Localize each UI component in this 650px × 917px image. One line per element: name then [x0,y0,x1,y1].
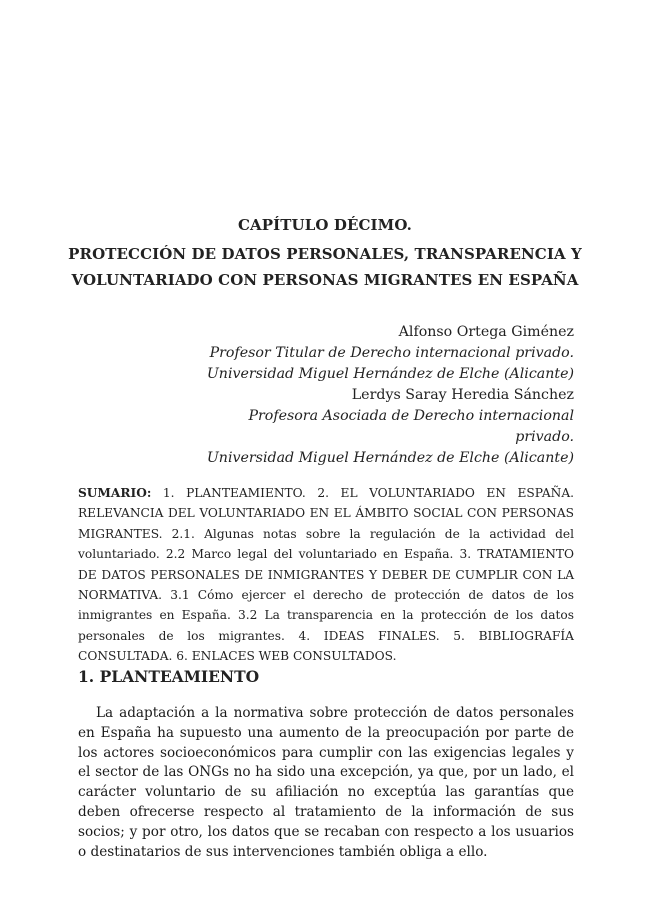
chapter-title: PROTECCIÓN DE DATOS PERSONALES, TRANSPARENCIA Y VOLUNTARIADO CON PERSONAS MIGRANTES EN ESPAÑA [68,245,582,289]
author-block [200,385,574,469]
summary-text: 1. PLANTEAMIENTO. 2. EL VOLUNTARIADO EN ESPAÑA. RELEVANCIA DEL VOLUNTARIADO EN EL ÁMBITO SOCIAL CON PERSONAS MIGRANTES. 2.1. Algunas notas sobre la regulación de la actividad del voluntariado. 2.2 Marco legal del voluntariado en España. 3. TRATAMIENTO DE DATOS PERSONALES DE INMIGRANTES Y DEBER DE CUMPLIR CON LA NORMATIVA. 3.1 Cómo ejercer el derecho de protección de datos de los inmigrantes en España. 3.2 La transparencia en la protección de los datos personales de los migrantes. 4. IDEAS FINALES. 5. BIBLIOGRAFÍA CONSULTADA. 6. ENLACES WEB CONSULTADOS. [78,486,574,664]
author-role: Profesora Asociada de Derecho internacional privado. [248,408,574,445]
section-heading: 1. PLANTEAMIENTO [78,667,260,686]
author-role: Profesor Titular de Derecho internacional privado. [209,345,574,361]
summary-label: SUMARIO: [78,486,152,500]
author-institution: Universidad Miguel Hernández de Elche (Alicante) [206,450,574,466]
body-paragraph: La adaptación a la normativa sobre protección de datos personales en España ha supuesto una aumento de la preocupación por parte de los actores socioeconómicos para cumplir con las exigencias legales y el sector de las ONGs no ha sido una excepción, ya que, por un lado, el carácter voluntario de su afiliación no exceptúa las garantías que deben ofrecerse respecto al tratamiento de la información de sus socios; y por otro, los datos que se recaban con respecto a los usuarios o destinatarios de sus intervenciones también obliga a ello. [78,705,574,860]
chapter-label: CAPÍTULO DÉCIMO. [238,216,412,234]
summary-paragraph [78,483,574,667]
author-name: Alfonso Ortega Giménez [398,324,574,340]
author-block [200,322,574,385]
author-institution: Universidad Miguel Hernández de Elche (Alicante) [206,366,574,382]
author-name: Lerdys Saray Heredia Sánchez [351,387,574,403]
